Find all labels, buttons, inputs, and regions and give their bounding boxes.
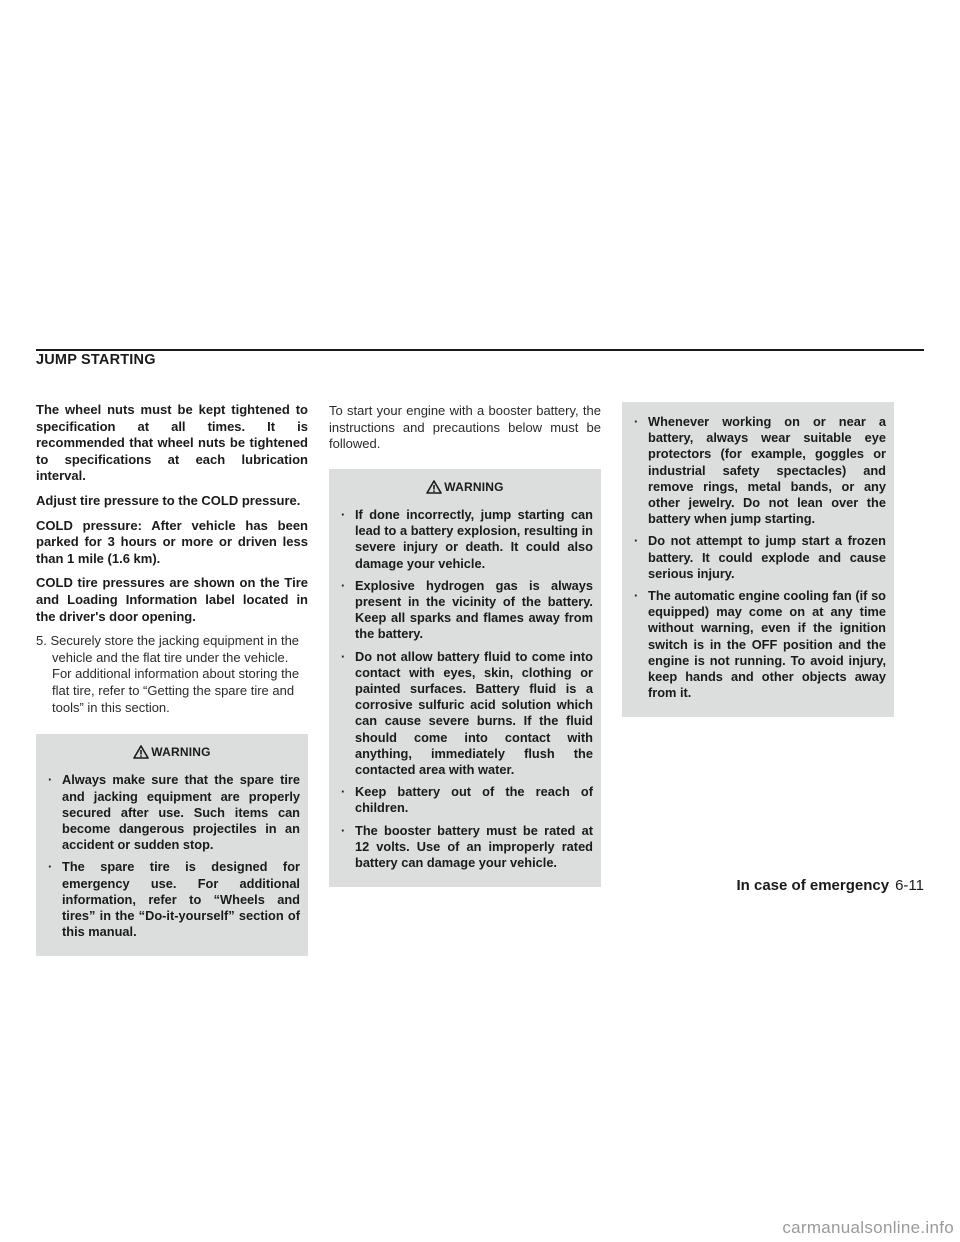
warning-label: WARNING [444,479,504,494]
column-right [622,402,894,717]
warning-triangle-icon [426,480,442,494]
warning-item: · Explosive hydrogen gas is always present in the vicinity of the battery. Keep all sparks and flames away from the battery. [337,578,593,643]
warning-item: · The booster battery must be rated at 12 volts. Use of an improperly rated battery can damage your vehicle. [337,823,593,872]
jump-start-intro: To start your engine with a booster battery, the instructions and precautions below must be followed. [329,403,601,452]
warning-label: WARNING [151,745,211,760]
column-left [36,402,308,956]
page-number: 6-11 [895,877,924,894]
warning-item: · Whenever working on or near a battery, always wear suitable eye protectors (for example, goggles or industrial safety spectacles) and remove rings, metal bands, or any other jewelry. Do not lean over the battery when jump starting. [630,414,886,527]
footer-section-name: In case of emergency [736,877,890,894]
step-5: 5. Securely store the jacking equipment in the vehicle and the flat tire under the vehicle. For additional information about storing the flat tire, refer to “Getting the spare tire and tools” in this section. [36,633,300,715]
warning-item: · Always make sure that the spare tire and jacking equipment are properly secured after use. Such items can become dangerous projectiles in an accident or sudden stop. [44,772,300,853]
warning-item: · Keep battery out of the reach of children. [337,784,593,816]
cold-tire-label-paragraph: COLD tire pressures are shown on the Tire and Loading Information label located in the driver's door opening. [36,575,308,624]
wheel-nuts-paragraph: The wheel nuts must be kept tightened to specification at all times. It is recommended that wheel nuts be tightened to specifications at each lubrication interval. [36,402,308,484]
warning-item: · The spare tire is designed for emergency use. For additional information, refer to “Wheels and tires” in the “Do-it-yourself” section of this manual. [44,859,300,940]
column-middle [329,403,601,887]
warning-triangle-icon [133,745,149,759]
adjust-pressure-paragraph: Adjust tire pressure to the COLD pressure. [36,492,301,508]
warning-item: · Do not allow battery fluid to come into contact with eyes, skin, clothing or painted surfaces. Battery fluid is a corrosive sulfuric acid solution which can cause severe burns. If the fluid should come into contact with anything, immediately flush the contacted area with water. [337,649,593,779]
warning-item: · If done incorrectly, jump starting can lead to a battery explosion, resulting in severe injury or death. It could also damage your vehicle. [337,507,593,572]
warning-box [36,734,308,956]
page-footer [690,877,924,894]
section-title: JUMP STARTING [36,349,924,368]
warning-header [44,744,300,760]
cold-pressure-paragraph: COLD pressure: After vehicle has been parked for 3 hours or more or driven less than 1 mile (1.6 km). [36,517,308,566]
warning-box-continued [622,402,894,717]
warning-item: · Do not attempt to jump start a frozen battery. It could explode and cause serious injury. [630,533,886,582]
warning-box [329,469,601,887]
warning-header [337,479,593,495]
warning-item: · The automatic engine cooling fan (if so equipped) may come on at any time without warning, even if the ignition switch is in the OFF position and the engine is not running. To avoid injury, keep hands and other objects away from it. [630,588,886,701]
watermark: carmanualsonline.info [782,1218,954,1237]
